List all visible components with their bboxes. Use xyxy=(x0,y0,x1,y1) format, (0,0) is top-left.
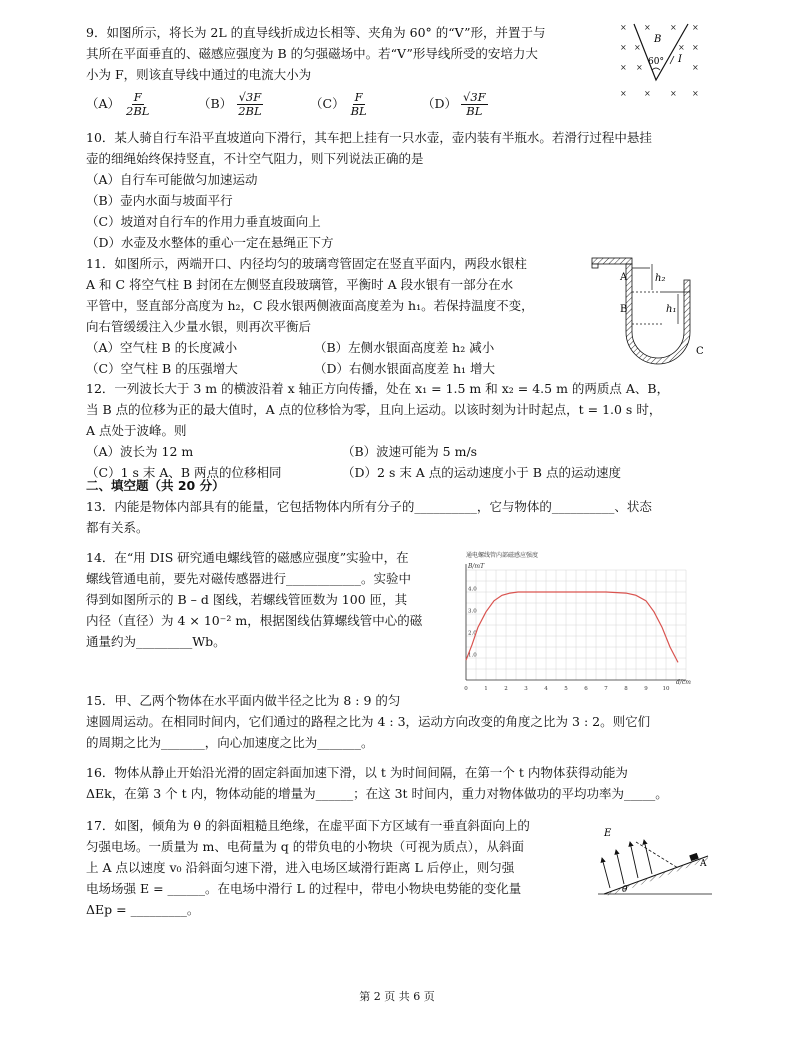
b-d-graph xyxy=(456,548,694,696)
q11-fig-a-label: A xyxy=(620,272,628,283)
page-footer: 第 2 页 共 6 页 xyxy=(359,990,435,1003)
q9-line: 小为 F，则该直导线中通过的电流大小为 xyxy=(86,67,312,82)
q9-option-d: （D） $\frac{√3F}{BL}$ xyxy=(422,90,486,118)
x-tick-label: 9 xyxy=(644,686,648,692)
q9-line: 其所在平面垂直的、磁感应强度为 B 的匀强磁场中。若“V”形导线所受的安培力大 xyxy=(86,46,538,61)
q13-line: 都有关系。 xyxy=(86,520,149,535)
q9-fig-angle-label: 60° xyxy=(648,57,664,67)
q9-fig-b-label: B xyxy=(654,34,662,45)
q12-option-c: （C）1 s 末 A、B 两点的位移相同 xyxy=(86,465,282,480)
q10-line: 10．某人骑自行车沿平直坡道向下滑行，其车把上挂有一只水壶，壶内装有半瓶水。若滑行过程中悬挂 xyxy=(86,130,652,145)
svg-text:×: × xyxy=(678,43,685,52)
question-13 xyxy=(86,496,708,538)
x-tick-label: 7 xyxy=(604,686,608,692)
svg-text:×: × xyxy=(692,63,699,72)
q9-v-wire-figure xyxy=(612,18,712,104)
q17-fig-e-label: E xyxy=(604,828,612,839)
q17-fig-theta-label: θ xyxy=(622,885,628,895)
q17-line: 17．如图，倾角为 θ 的斜面粗糙且绝缘，在虚平面下方区域有一垂直斜面向上的 xyxy=(86,818,530,833)
q12-line: 12．一列波长大于 3 m 的横波沿着 x 轴正方向传播，处在 x₁ = 1.5 m 和 x₂ = 4.5 m 的两质点 A、B， xyxy=(86,381,670,396)
x-axis-label: d/cm xyxy=(676,679,691,686)
q14-line: 内径（直径）为 4 × 10⁻² m，根据图线估算螺线管中心的磁 xyxy=(86,613,423,628)
q15-line: 的周期之比为_______，向心加速度之比为_______。 xyxy=(86,735,374,750)
q13-line: 13．内能是物体内部具有的能量，它包括物体内所有分子的__________，它与物体的__________、状态 xyxy=(86,499,652,514)
q11-fig-b-label: B xyxy=(620,304,628,315)
svg-text:×: × xyxy=(634,43,641,52)
q17-line: 上 A 点以速度 v₀ 沿斜面匀速下滑，进入电场区域滑行距离 L 后停止，则匀强 xyxy=(86,860,515,875)
q11-option-c: （C）空气柱 B 的压强增大 xyxy=(86,361,238,376)
question-15 xyxy=(86,690,708,753)
q11-u-tube-figure xyxy=(590,254,715,372)
incline-hatching xyxy=(604,856,708,896)
q14-line: 14．在“用 DIS 研究通电螺线管的磁感应强度”实验中，在 xyxy=(86,550,409,565)
q11-option-b: （B）左侧水银面高度差 h₂ 减小 xyxy=(314,340,495,355)
x-tick-label: 3 xyxy=(524,686,528,692)
chart-title: 通电螺线管内部磁感应强度 xyxy=(466,552,539,559)
q11-line: 平管中，竖直部分高度为 h₂，C 段水银两侧液面高度差为 h₁。若保持温度不变， xyxy=(86,298,534,313)
q17-incline-figure xyxy=(596,822,714,900)
y-tick-label: 2.0 xyxy=(468,630,477,637)
svg-text:×: × xyxy=(692,89,699,98)
q9-option-b: （B） $\frac{√3F}{2BL}$ xyxy=(198,90,262,118)
q14-line: 螺线管通电前，要先对磁传感器进行____________。实验中 xyxy=(86,571,412,586)
q17-line: 电场场强 E = ______。在电场中滑行 L 的过程中，带电小物块电势能的变化量 xyxy=(86,881,522,896)
angle-arc xyxy=(652,68,660,70)
q15-line: 速圆周运动。在相同时间内，它们通过的路程之比为 4 : 3，运动方向改变的角度之比为 3 : 2。则它们 xyxy=(86,714,651,729)
series-line xyxy=(466,592,678,662)
q12-line: 当 B 点的位移为正的最大值时，A 点的位移恰为零，且向上运动。以该时刻为计时起点，t = 1.0 s 时， xyxy=(86,402,662,417)
q14-line: 通量约为_________Wb。 xyxy=(86,634,226,649)
y-tick-label: 3.0 xyxy=(468,608,477,615)
q17-fig-a-label: A xyxy=(700,859,707,869)
field-boundary-dashed xyxy=(636,842,678,868)
q10-option-d: （D）水壶及水整体的重心一定在悬绳正下方 xyxy=(86,235,334,250)
y-tick-label: 1.0 xyxy=(468,652,477,659)
svg-text:×: × xyxy=(636,63,643,72)
q9-fig-current-label: I xyxy=(678,54,682,65)
x-tick-label: 1 xyxy=(484,686,488,692)
q17-line: 匀强电场。一质量为 m、电荷量为 q 的带负电的小物块（可视为质点），从斜面 xyxy=(86,839,525,854)
section-heading: 二、填空题（共 20 分） xyxy=(86,478,225,493)
y-axis-label: B/mT xyxy=(468,563,485,570)
q9-option-c: （C） $\frac{F}{BL}$ xyxy=(310,90,367,118)
q10-option-c: （C）坡道对自行车的作用力垂直坡面向上 xyxy=(86,214,321,229)
q12-line: A 点处于波峰。则 xyxy=(86,423,187,438)
q9-option-a: （A） $\frac{F}{2BL}$ xyxy=(86,90,150,118)
x-tick-label: 10 xyxy=(662,686,670,692)
svg-text:×: × xyxy=(692,43,699,52)
question-17 xyxy=(86,815,596,920)
x-tick-label: 8 xyxy=(624,686,628,692)
q11-line: 11．如图所示，两端开口、内径均匀的玻璃弯管固定在竖直平面内，两段水银柱 xyxy=(86,256,527,271)
q14-line: 得到如图所示的 B – d 图线，若螺线管匝数为 100 匝，其 xyxy=(86,592,408,607)
q11-fig-h1-label: h₁ xyxy=(666,304,677,315)
q11-line: 向右管缓缓注入少量水银，则再次平衡后 xyxy=(86,319,312,334)
svg-text:×: × xyxy=(620,63,627,72)
q11-fig-h2-label: h₂ xyxy=(655,273,666,284)
q11-option-a: （A）空气柱 B 的长度减小 xyxy=(86,340,238,355)
y-tick-label: 4.0 xyxy=(468,586,477,593)
question-16 xyxy=(86,762,708,804)
q15-line: 15．甲、乙两个物体在水平面内做半径之比为 8 : 9 的匀 xyxy=(86,693,401,708)
q11-option-d: （D）右侧水银面高度差 h₁ 增大 xyxy=(314,361,496,376)
svg-text:×: × xyxy=(620,43,627,52)
x-tick-label: 5 xyxy=(564,686,568,692)
x-tick-label: 6 xyxy=(584,686,588,692)
question-14 xyxy=(86,547,446,652)
q9-options xyxy=(86,91,606,118)
x-tick-label: 2 xyxy=(504,686,508,692)
question-12 xyxy=(86,378,726,483)
svg-text:×: × xyxy=(670,23,677,32)
svg-text:×: × xyxy=(670,89,677,98)
svg-text:×: × xyxy=(620,23,627,32)
q17-line: ΔEp = _________。 xyxy=(86,902,200,917)
question-10 xyxy=(86,127,708,253)
q11-line: A 和 C 将空气柱 B 封闭在左侧竖直段玻璃管，平衡时 A 段水银有一部分在水 xyxy=(86,277,514,292)
svg-text:×: × xyxy=(644,89,651,98)
x-tick-label: 0 xyxy=(464,686,468,692)
svg-text:×: × xyxy=(620,89,627,98)
current-arrow-icon xyxy=(670,56,674,64)
svg-text:×: × xyxy=(692,23,699,32)
q10-line: 壶的细绳始终保持竖直，不计空气阻力，则下列说法正确的是 xyxy=(86,151,424,166)
q16-line: ΔEk，在第 3 个 t 内，物体动能的增量为______；在这 3t 时间内，重力对物体做功的平均功率为_____。 xyxy=(86,786,668,801)
q10-option-a: （A）自行车可能做匀加速运动 xyxy=(86,172,258,187)
q10-option-b: （B）壶内水面与坡面平行 xyxy=(86,193,233,208)
q12-option-a: （A）波长为 12 m xyxy=(86,444,194,459)
q12-option-b: （B）波速可能为 5 m/s xyxy=(342,444,478,459)
question-9 xyxy=(86,22,606,118)
q9-line: 9．如图所示，将长为 2L 的直导线折成边长相等、夹角为 60° 的“V”形，并置于与 xyxy=(86,25,546,40)
q12-option-d: （D）2 s 末 A 点的运动速度小于 B 点的运动速度 xyxy=(342,465,621,480)
question-11 xyxy=(86,253,586,379)
q16-line: 16．物体从静止开始沿光滑的固定斜面加速下滑，以 t 为时间间隔，在第一个 t 内物体获得动能为 xyxy=(86,765,628,780)
svg-text:×: × xyxy=(644,23,651,32)
x-tick-label: 4 xyxy=(544,686,548,692)
q11-fig-c-label: C xyxy=(696,346,704,357)
